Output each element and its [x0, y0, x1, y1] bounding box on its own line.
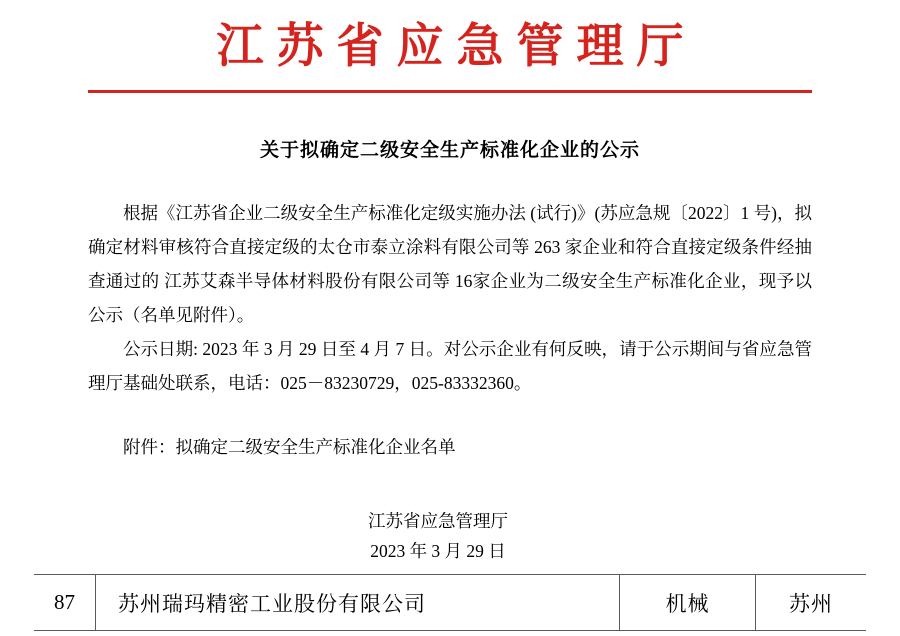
document-title: 关于拟确定二级安全生产标准化企业的公示: [259, 138, 640, 161]
signature-issuer: 江苏省应急管理厅: [368, 510, 508, 531]
table-cell-index: 87: [34, 575, 96, 630]
masthead-divider: [88, 90, 812, 93]
document-body: [88, 162, 812, 464]
table-cell-industry: 机械: [620, 575, 756, 630]
table-cell-city: 苏州: [789, 591, 833, 616]
signature-block: [88, 464, 812, 566]
table-cell-company-name: 苏州瑞玛精密工业股份有限公司: [96, 575, 620, 630]
issuing-organization-title: 江苏省应急管理厅: [216, 19, 697, 74]
attachment-line: 附件：拟确定二级安全生产标准化企业名单: [123, 436, 456, 457]
body-paragraph-2: 公示日期: 2023 年 3 月 29 日至 4 月 7 日。对公示企业有何反映，请于公示期间与省应急管理厅基础处联系，电话：025－83230729，025-83332360。: [88, 338, 812, 393]
company-list-table: [34, 574, 866, 631]
masthead: [0, 0, 900, 93]
table-row: [34, 575, 866, 630]
body-paragraph-1: 根据《江苏省企业二级安全生产标准化定级实施办法 (试行)》(苏应急规〔2022〕1 号)，拟确定材料审核符合直接定级的太仓市泰立涂料有限公司等 263 家企业和符合直接定级条件经抽查通过的 江苏艾森半导体材料股份有限公司等 16家企业为二级安全生产标准化企业，现予以公示（名单见附件）。: [88, 202, 812, 325]
signature-date: 2023 年 3 月 29 日: [370, 540, 506, 561]
